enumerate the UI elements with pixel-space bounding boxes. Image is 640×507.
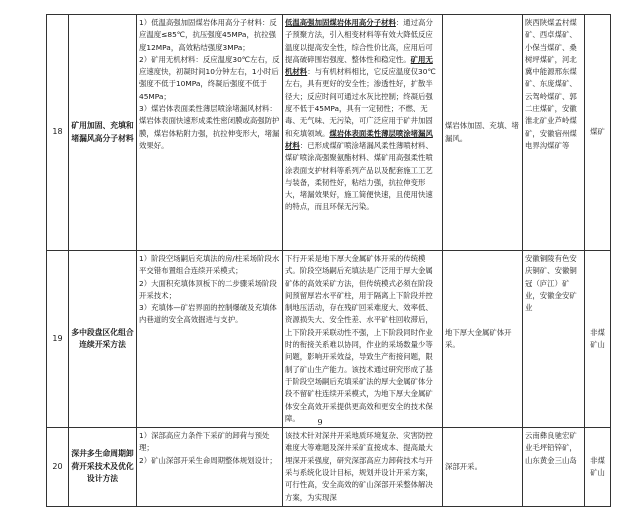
- technology-description: [283, 428, 443, 507]
- table-body: [47, 15, 611, 507]
- page-number: 9: [317, 418, 323, 427]
- technology-description: [283, 251, 443, 428]
- application-units: 安徽铜陵有色安庆铜矿、安徽铜冠（庐江）矿业，安徽金安矿业: [523, 251, 585, 428]
- desc-text: ：通过高分子预聚方法，引入相变材料等有效大降低反应温度以提高安全性，综合性价比高，应用后可提高破碎围岩强度、整体性和稳定性。: [285, 18, 433, 64]
- technology-description: [283, 15, 443, 251]
- indicator-item: 2）大面积充填体顶板下的二步骤采场阶段开采技术；: [139, 278, 277, 300]
- technology-name: 矿用加固、充填和堵漏风高分子材料: [69, 15, 137, 251]
- technical-indicators: [137, 251, 283, 428]
- desc-heading: 低温高强加固煤岩体用高分子材料: [285, 18, 396, 27]
- desc-text: ：已形成煤矿喷涂堵漏风柔性薄喷材料、煤矿喷涂高强聚氨酯材料、煤矿用高强柔性喷涂表面支护材料等系列产品以及配套施工工艺与装备，柔韧性好，粘结力强，抗拉伸变形大，堵漏效果好，施工简便快速，且使用快速的特点，而且环保无污染。: [285, 140, 433, 212]
- application-scope: 煤岩体加固、充填、堵漏风。: [443, 15, 523, 251]
- mine-category: 煤矿: [585, 15, 611, 251]
- application-scope: 地下厚大金属矿体开采。: [443, 251, 523, 428]
- table-row: [47, 15, 611, 251]
- technology-name: 多中段盘区化组合连续开采方法: [69, 251, 137, 428]
- row-number: 18: [47, 15, 69, 251]
- technical-indicators: [137, 428, 283, 507]
- desc-text: 下行开采是地下厚大金属矿体开采的传统模式。阶段空场嗣后充填法是广泛用于厚大金属矿体的高效采矿方法，但传统模式必须在阶段间预留厚岩水平矿柱，用于隔离上下阶段并控制地压活动，存在残矿回采难度大、效率低、资源损失大、安全性差、水平矿柱回收滞后，上下阶段开采联动性不强，上下阶段同时作业时的衔接关系难以协同，作业的采场数量少等问题，影响开采效益，导致生产衔接问题，限制了矿山生产能力。该技术通过研究形成了基于阶段空场嗣后充填采矿法的厚大金属矿体分段不留矿柱连续开采模式，为地下厚大金属矿体安全高效开采提供更高效和更安全的技术保障。: [285, 254, 433, 423]
- technical-indicators: [137, 15, 283, 251]
- table-row: [47, 251, 611, 428]
- indicator-item: 2）矿山深部开采生命周期整体规划设计；: [139, 455, 277, 465]
- technology-table: [46, 14, 611, 507]
- desc-heading: 矿用无机材料: [285, 54, 433, 77]
- technology-name: 深井多生命周期卸荷开采技术及优化设计方法: [69, 428, 137, 507]
- application-units: 云南彝良驰宏矿业毛坪铅锌矿，山东黄金三山岛: [523, 428, 585, 507]
- desc-text: 该技术针对深井开采地质环境复杂、灾害防控难度大等难题及深井采矿直接成本、提高最大埋深开采强度，研究深部高应力卸荷技术与开采与系统化设计目标，规划并设计开采方案，可行性高，安全高效的矿山深部开采整体解决方案，为实现深: [285, 431, 433, 502]
- desc-heading: 煤岩体表面柔性薄层喷涂堵漏风材料: [285, 128, 433, 150]
- desc-text: ：与有机材料相比，它反应温度仅30℃左右，具有更好的安全性；渗透性好，扩散半径大；反应时间可通过水灰比控制；终凝后强度不低于45MPa，具有一定韧性；不燃、无毒、无气味、无污染，可广泛应用于矿井加固和充填领域。: [285, 67, 436, 138]
- row-number: 19: [47, 251, 69, 428]
- table-row: [47, 428, 611, 507]
- application-units: 陕西陕煤孟村煤矿、西卓煤矿、小保当煤矿、桑树坪煤矿，河北冀中能源邢东煤矿、东庞煤矿、云驾岭煤矿、郭二庄煤矿，安徽淮北矿业芦岭煤矿，安徽宿州煤电界沟煤矿等: [523, 15, 585, 251]
- indicator-item: 3）煤岩体表面柔性薄层喷涂堵漏风材料：煤岩体表面快速形成柔性密闭膜或高强防护膜，煤岩体粘附力强，抗拉伸变形大，堵漏效果好。: [139, 104, 280, 150]
- indicator-item: 1）深部高应力条件下采矿的卸荷与预处理；: [139, 431, 270, 453]
- indicator-item: 1）低温高强加固煤岩体用高分子材料：反应温度≤85℃，抗压强度45MPa，抗拉强度12MPa，高效粘结强度3MPa；: [139, 18, 277, 52]
- indicator-item: 2）矿用无机材料：反应温度30℃左右，反应速度快，初凝时间10分钟左右，1小时后强度不低于10MPa，终凝后强度不低于45MPa；: [139, 54, 280, 101]
- mine-category: 非煤矿山: [585, 251, 611, 428]
- indicator-item: 3）充填体—矿岩界面的控制爆破及充填体内巷道的安全高效掘进与支护。: [139, 303, 277, 325]
- application-scope: 深部开采。: [443, 428, 523, 507]
- indicator-item: 1）阶段空场嗣后充填法的房/柱采场阶段水平交错布置组合连续开采模式；: [139, 254, 280, 276]
- mine-category: 非煤矿山: [585, 428, 611, 507]
- row-number: 20: [47, 428, 69, 507]
